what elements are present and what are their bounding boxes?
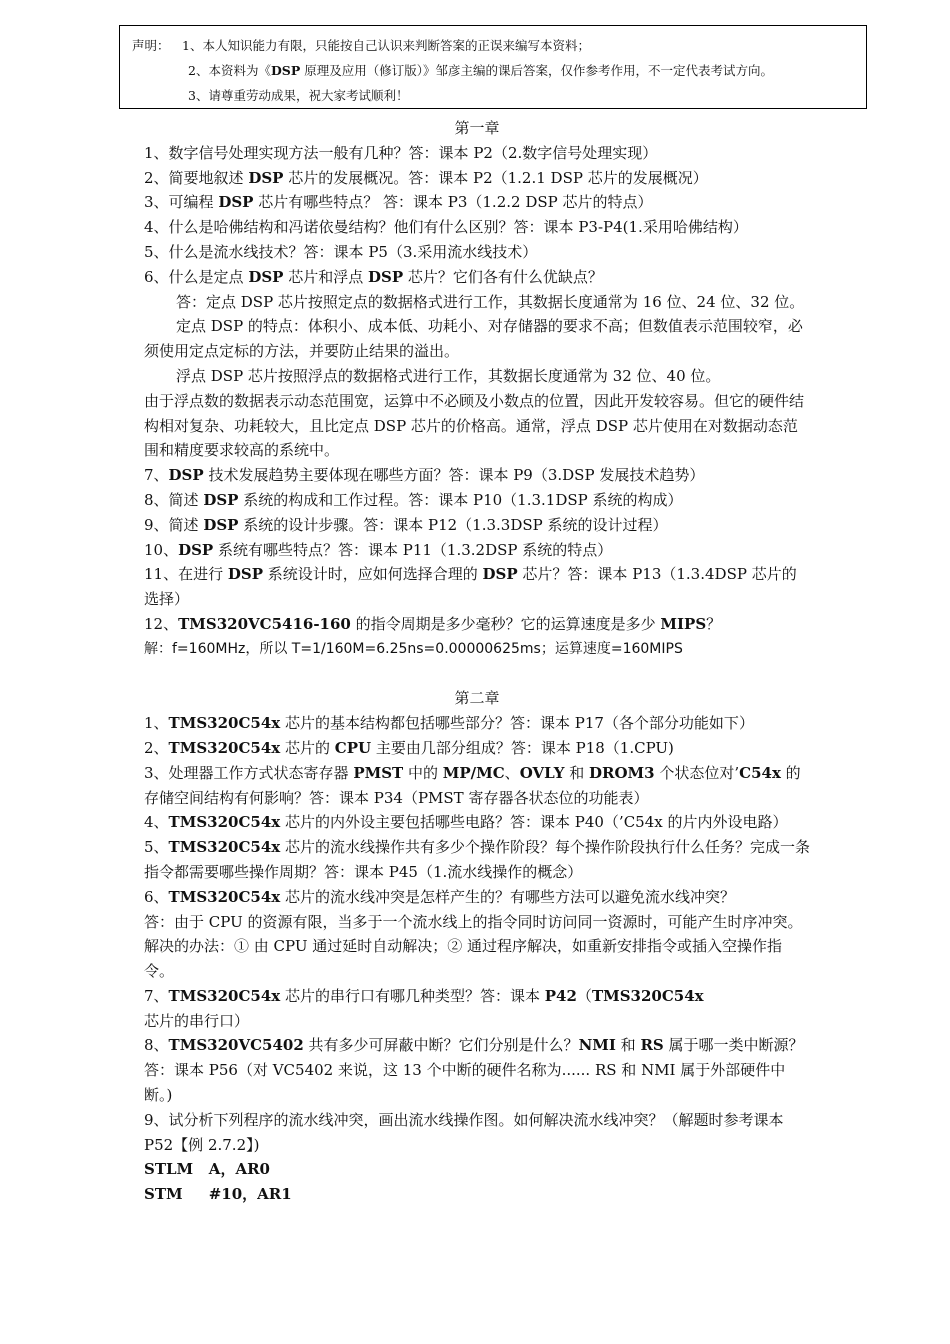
ch1-q10: 10、DSP 系统有哪些特点？答：课本 P11（1.3.2DSP 系统的特点） xyxy=(144,540,613,559)
ch1-q7: 7、DSP 技术发展趋势主要体现在哪些方面？答：课本 P9（3.DSP 发展技术趋势） xyxy=(144,466,705,485)
ch1-q1: 1、数字信号处理实现方法一般有几种？答：课本 P2（2.数字信号处理实现） xyxy=(144,143,658,162)
ch2-a6: 答：由于 CPU 的资源有限，当多于一个流水线上的指令同时访问同一资源时，可能产生时序冲突。解决的办法：① 由 CPU 通过延时自动解决；② 通过程序解决，如重新安排指令或插入空操作指令。 xyxy=(144,912,803,981)
document-body xyxy=(144,116,810,1207)
ch1-q4: 4、什么是哈佛结构和冯诺依曼结构？他们有什么区别？答：课本 P3-P4(1.采用哈佛结构） xyxy=(144,218,748,237)
disclaimer-line-2: 2、本资料为《DSP 原理及应用（修订版）》邹彦主编的课后答案，仅作参考作用，不一定代表考试方向。 xyxy=(188,63,773,78)
code-line-2: STM #10，AR1 xyxy=(144,1185,292,1204)
ch1-a6-para-1: 答：定点 DSP 芯片按照定点的数据格式进行工作，其数据长度通常为 16 位、24 位、32 位。 xyxy=(176,292,805,311)
disclaimer-box xyxy=(119,25,867,109)
disclaimer-label: 声明： xyxy=(132,38,170,53)
ch2-q4: 4、TMS320C54x 芯片的内外设主要包括哪些电路？答：课本 P40（’C54x 的片内外设电路） xyxy=(144,813,788,832)
ch1-q6: 6、什么是定点 DSP 芯片和浮点 DSP 芯片？它们各有什么优缺点？ xyxy=(144,267,603,286)
ch2-q7: 7、TMS320C54x 芯片的串行口有哪几种类型？答：课本 P42（TMS320C54x 芯片的串行口） xyxy=(144,986,704,1030)
ch2-q1: 1、TMS320C54x 芯片的基本结构都包括哪些部分？答：课本 P17（各个部分功能如下） xyxy=(144,714,754,733)
ch1-a6-para-2: 定点 DSP 的特点：体积小、成本低、功耗小、对存储器的要求不高；但数值表示范围较窄，必须使用定点定标的方法，并要防止结果的溢出。 xyxy=(144,317,803,361)
ch1-q12: 12、TMS320VC5416-160 的指令周期是多少毫秒？它的运算速度是多少 MIPS？ xyxy=(144,614,722,633)
chapter-2-title: 第二章 xyxy=(454,689,500,708)
disclaimer-line-1: 1、本人知识能力有限，只能按自己认识来判断答案的正误来编写本资料； xyxy=(182,38,590,53)
ch1-q8: 8、简述 DSP 系统的构成和工作过程。答：课本 P10（1.3.1DSP 系统的构成） xyxy=(144,490,683,509)
ch2-q3: 3、处理器工作方式状态寄存器 PMST 中的 MP/MC、OVLY 和 DROM3 个状态位对’C54x 的存储空间结构有何影响？答：课本 P34（PMST 寄存器各状态位的功能表） xyxy=(144,763,801,807)
chapter-gap xyxy=(144,662,810,687)
ch2-q8: 8、TMS320VC5402 共有多少可屏蔽中断？它们分别是什么？NMI 和 RS 属于哪一类中断源？答：课本 P56（对 VC5402 来说，这 13 个中断的硬件名称为...... RS 和 NMI 属于外部硬件中断。) xyxy=(144,1036,804,1105)
ch2-q5: 5、TMS320C54x 芯片的流水线操作共有多少个操作阶段？每个操作阶段执行什么任务？完成一条指令都需要哪些操作周期？答：课本 P45（1.流水线操作的概念） xyxy=(144,838,810,881)
chapter-1-title: 第一章 xyxy=(454,119,500,137)
ch2-q2: 2、TMS320C54x 芯片的 CPU 主要由几部分组成？答：课本 P18（1.CPU) xyxy=(144,738,674,757)
ch1-q9: 9、简述 DSP 系统的设计步骤。答：课本 P12（1.3.3DSP 系统的设计过程） xyxy=(144,515,668,534)
ch1-q5: 5、什么是流水线技术？答：课本 P5（3.采用流水线技术） xyxy=(144,242,538,261)
ch1-q3: 3、可编程 DSP 芯片有哪些特点？ 答：课本 P3（1.2.2 DSP 芯片的特点） xyxy=(144,193,653,212)
ch1-a12: 解：f=160MHz，所以 T=1/160M=6.25ns=0.00000625ms；运算速度=160MIPS xyxy=(144,640,683,657)
ch1-q11: 11、在进行 DSP 系统设计时，应如何选择合理的 DSP 芯片？答：课本 P13（1.3.4DSP 芯片的选择） xyxy=(144,565,797,609)
ch2-q9: 9、试分析下列程序的流水线冲突，画出流水线操作图。如何解决流水线冲突？（解题时参考课本 P52【例 2.7.2】) xyxy=(144,1110,784,1154)
code-line-1: STLM A，AR0 xyxy=(144,1160,270,1179)
ch1-a6-para-4: 由于浮点数的数据表示动态范围宽，运算中不必顾及小数点的位置，因此开发较容易。但它的硬件结构相对复杂、功耗较大，且比定点 DSP 芯片的价格高。通常，浮点 DSP 芯片使用在对数据动态范围和精度要求较高的系统中。 xyxy=(144,391,805,460)
ch1-a6-para-3: 浮点 DSP 芯片按照浮点的数据格式进行工作，其数据长度通常为 32 位、40 位。 xyxy=(176,366,721,385)
ch1-q2: 2、简要地叙述 DSP 芯片的发展概况。答：课本 P2（1.2.1 DSP 芯片的发展概况） xyxy=(144,168,708,187)
disclaimer-line-3: 3、请尊重劳动成果，祝大家考试顺利！ xyxy=(188,88,409,103)
ch2-q6: 6、TMS320C54x 芯片的流水线冲突是怎样产生的？有哪些方法可以避免流水线冲突？ xyxy=(144,887,735,906)
